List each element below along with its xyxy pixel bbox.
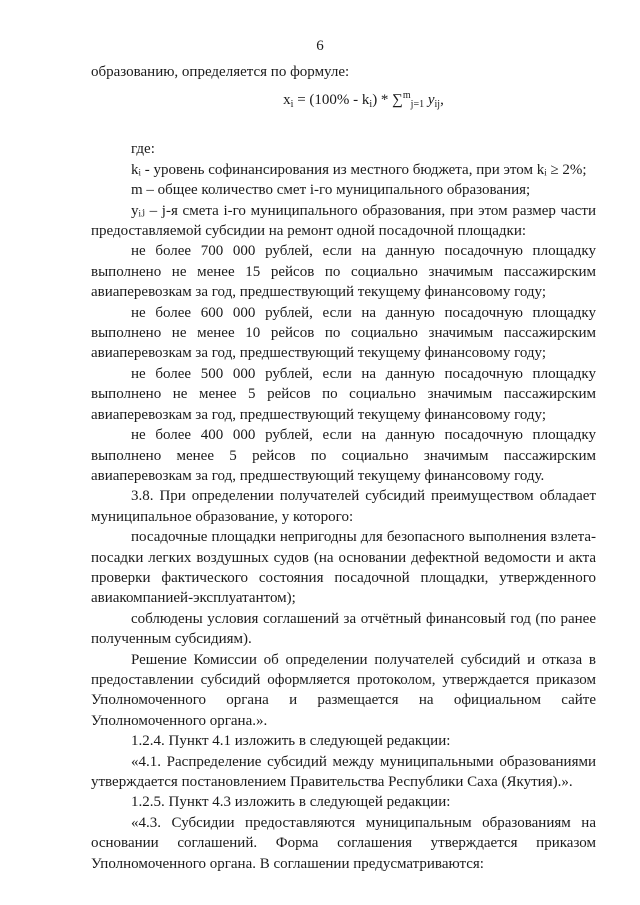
formula-sum-sub: j=1: [410, 99, 425, 111]
intro-line: образованию, определяется по формуле:: [91, 64, 350, 80]
formula-lhs: x: [283, 92, 291, 109]
clause-agreement-terms: соблюдены условия соглашений за отчётный финансовый год (по ранее полученным субсидиям).: [91, 610, 596, 648]
clause-1-2-5: 1.2.5. Пункт 4.3 изложить в следующей редакции:: [131, 794, 451, 811]
definition-yij: yᵢⱼ – j-я смета i-го муниципального образования, при этом размер части предоставляемой субсидии на ремонт одной посадочной площадки:: [91, 202, 596, 240]
formula-lhs-sub: i: [290, 99, 294, 111]
definition-m: m – общее количество смет i-го муниципального образования;: [131, 182, 531, 199]
clause-1-2-4: 1.2.4. Пункт 4.1 изложить в следующей редакции:: [131, 733, 451, 750]
clause-landing-pads: посадочные площадки непригодны для безопасного выполнения взлета-посадки легких воздушных судов (на основании дефектной ведомости и акта проверки фактического состояния посадочной площадки, утвержденного авиакомпанией-эксплуатантом);: [91, 529, 596, 607]
tier-600000: не более 600 000 рублей, если на данную посадочную площадку выполнено не менее 10 рейсов по социально значимым пассажирским авиаперевозкам за год, предшествующий текущему финансовому году;: [91, 304, 596, 362]
tier-400000: не более 400 000 рублей, если на данную посадочную площадку выполнено менее 5 рейсов по социально значимым пассажирским авиаперевозкам за год, предшествующий текущему финансовому году.: [91, 427, 596, 484]
formula-term-sub: ij: [434, 99, 441, 111]
definition-ki: kᵢ - уровень софинансирования из местного бюджета, при этом kᵢ ≥ 2%;: [131, 161, 587, 178]
page-number: 6: [316, 38, 324, 54]
clause-4-3: «4.3. Субсидии предоставляются муниципальным образованиям на основании соглашений. Форма соглашения утверждается приказом Уполномоченного органа. В соглашении предусматриваются:: [91, 814, 596, 872]
where-label: где:: [131, 141, 155, 158]
commission-decision: Решение Комиссии об определении получателей субсидий и отказа в предоставлении субсидий оформляется протоколом, утверждается приказом Уполномоченного органа и размещается на официальном сайте Уполномоченного органа.».: [91, 651, 596, 729]
document-body: [91, 62, 596, 874]
clause-4-1: «4.1. Распределение субсидий между муниципальными образованиями утверждается постановлением Правительства Республики Саха (Якутия).».: [91, 753, 596, 790]
formula-term: y: [424, 92, 435, 109]
clause-3-8: 3.8. При определении получателей субсидий преимуществом обладает муниципальное образование, у которого:: [91, 488, 596, 525]
tier-500000: не более 500 000 рублей, если на данную посадочную площадку выполнено не менее 5 рейсов по социально значимым пассажирским авиаперевозкам за год, предшествующий текущему финансовому году;: [91, 365, 596, 423]
formula-open: = (100% - k: [293, 92, 370, 109]
formula-tail: ,: [440, 92, 444, 109]
formula-sum-sup: m: [402, 90, 411, 102]
formula-close: ) * ∑: [372, 92, 403, 109]
formula: [91, 85, 596, 116]
formula-k-sub: i: [369, 99, 373, 111]
tier-700000: не более 700 000 рублей, если на данную посадочную площадку выполнено не менее 15 рейсов по социально значимым пассажирским авиаперевозкам за год, предшествующий текущему финансовому году;: [91, 243, 596, 301]
